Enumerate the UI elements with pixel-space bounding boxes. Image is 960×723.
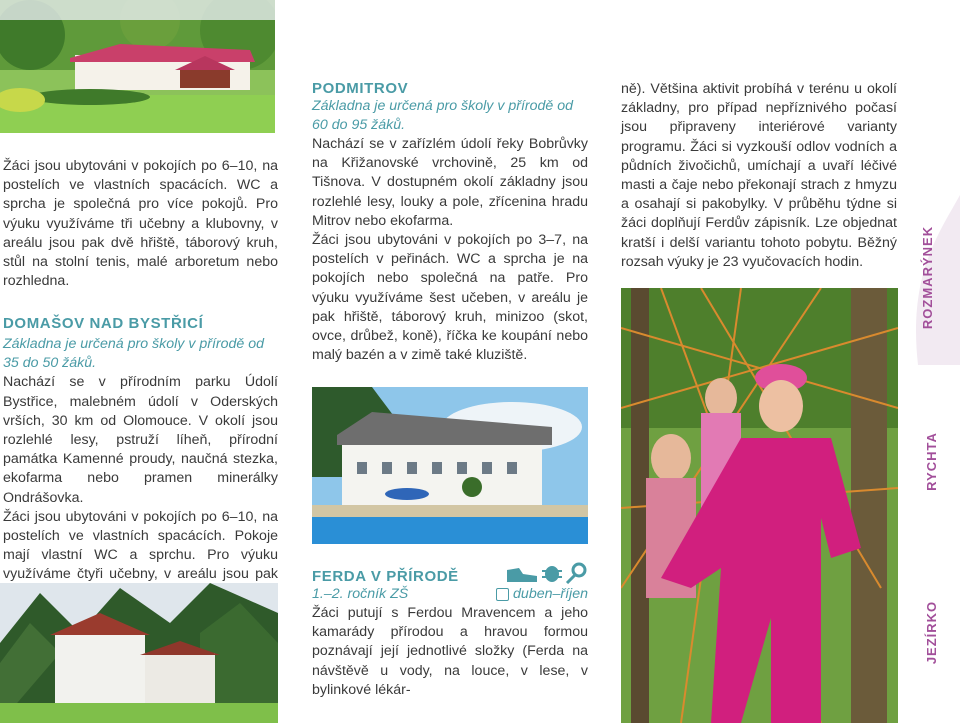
- photo-domasov-chalet: [0, 583, 278, 723]
- podmitrov-paragraph-2: Žáci jsou ubytováni v pokojích po 3–7, na postelích v peřinách. WC a sprcha je na pokojích nebo společná na patře. Pro výuku využíváme šest učeben, v areálu je pak hřiště, táborový kruh, minizoo (skot, ovce, drůbež, koně), říčka ke koupání nebo malý bazén a v zimě také kluziště.: [312, 232, 588, 364]
- ferda-continued-paragraph: ně). Většina aktivit probíhá v terénu u okolí základny, pro případ nepříznivého počasí jsou připraveny interiérové varianty programu. Žáci si vyzkouší odlov vodních a půdních živočichů, umíchají a uvaří léčivé masti a čaje nebo překonají strach z hmyzu a osahají si pakobylky. V průběhu týdne si žáci doplňují Ferdův zápisník. Lze objednat kratší i delší variantu tohoto pobytu. Běžný rozsah výuky je 23 vyučovacích hodin.: [621, 81, 897, 270]
- boot-icon: [507, 568, 537, 582]
- magnifier-icon: [567, 564, 585, 583]
- podmitrov-subtitle: Základna je určená pro školy v přírodě od 60 do 95 žáků.: [312, 98, 574, 133]
- tab-label-jezirko[interactable]: JEZÍRKO: [924, 600, 940, 665]
- ferda-activity-icons: [505, 562, 589, 584]
- domasov-paragraph-1: Nachází se v přírodním parku Údolí Bystřice, malebném údolí v Oderských vrších, 30 km od Olomouce. V okolí jsou rozlehlé lesy, pstruží líheň, přírodní památka Kamenné proudy, naučná stezka, ekofarma nebo pramen minerálky Ondrášovka.: [3, 374, 278, 506]
- tab-label-rychta[interactable]: RYCHTA: [923, 432, 939, 491]
- domasov-paragraph-2: Žáci jsou ubytováni v pokojích po 6–10, na postelích ve vlastních spacácích. Pokoje mají vlastní WC a sprchu. Pro výuku využíváme čtyři učebny, v areálu jsou pak: [3, 508, 278, 583]
- intro-paragraph: Žáci jsou ubytováni v pokojích po 6–10, na postelích ve vlastních spacácích. WC a sprcha je společná pro více pokojů. Pro výuku využíváme tři učebny a klubovny, v areálu jsou pak dvě hřiště, táborový kruh, stůl na stolní tenis, malé arboretum nebo rozhledna.: [3, 158, 278, 290]
- photo-podmitrov-pool: [312, 387, 588, 544]
- podmitrov-heading: PODMITROV: [312, 80, 409, 97]
- side-tab-rozmarynek[interactable]: [898, 195, 960, 365]
- photo-children-rope-course: [621, 288, 898, 723]
- ferda-heading: FERDA V PŘÍRODĚ: [312, 568, 459, 585]
- ferda-grade: 1.–2. ročník ZŠ: [312, 586, 409, 602]
- calendar-icon: [496, 588, 509, 601]
- bug-icon: [542, 566, 562, 582]
- domasov-heading: DOMAŠOV NAD BYSTŘICÍ: [3, 315, 204, 333]
- ferda-paragraph: Žáci putují s Ferdou Mravencem a jeho kamarády přírodou a hravou formou poznávají její jednotlivé složky (Ferda na návštěvě u vody, na louce, v lese, v bylinkové lékár-: [312, 605, 588, 698]
- podmitrov-paragraph-1: Nachází se v zařízlém údolí řeky Bobrůvky na Křižanovské vrchovině, 25 km od Tišnova. V dostupném okolí základny jsou rozlehlé lesy, louky a pole, zřícenina hradu Mitrov nebo ekofarma.: [312, 136, 588, 229]
- photo-domasov-house: [0, 0, 275, 133]
- ferda-season: duben–říjen: [513, 586, 588, 602]
- tab-label-rozmarynek: ROZMARÝNEK: [920, 225, 936, 330]
- domasov-subtitle: Základna je určená pro školy v přírodě od 35 do 50 žáků.: [3, 336, 265, 372]
